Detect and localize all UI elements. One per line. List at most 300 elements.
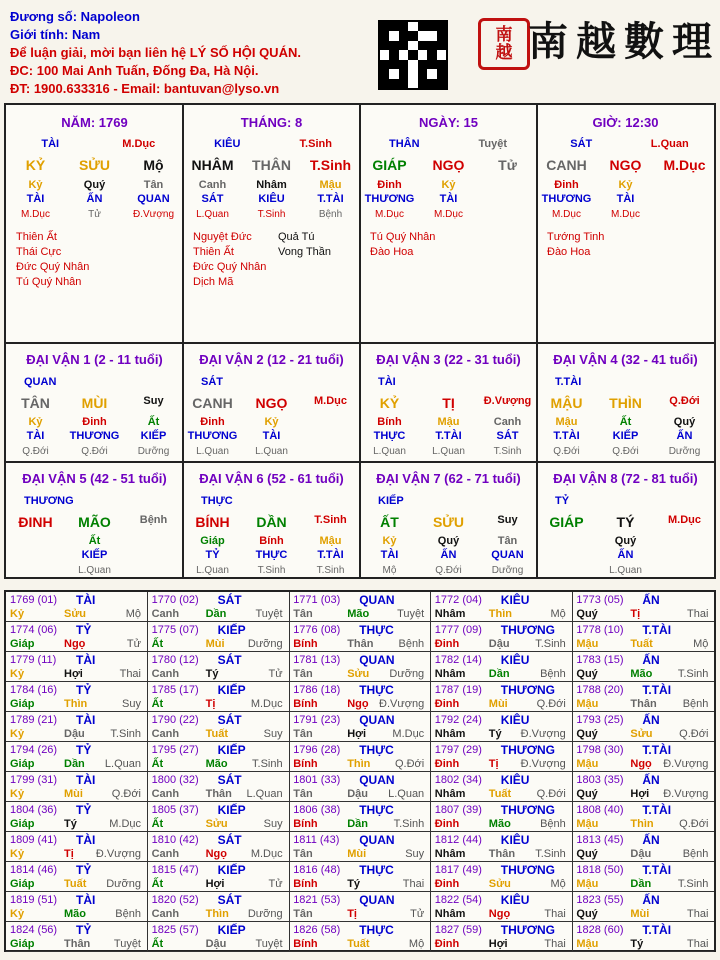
dai-van-hidden-stem: Giáp <box>200 535 225 547</box>
year-branch: Ngọ <box>630 758 652 770</box>
year-branch: Sửu <box>205 818 228 830</box>
dai-van-hidden-star: KIẾP <box>612 430 639 442</box>
year-cell <box>289 712 431 742</box>
star-item: Đào Hoa <box>547 246 591 258</box>
dai-van-hidden-star: TỶ <box>205 549 220 561</box>
pillar-hidden-star: KIÊU <box>258 193 285 205</box>
year-stem: Bính <box>293 938 318 950</box>
year-branch: Tị <box>205 698 216 710</box>
year-branch: Hợi <box>630 788 650 800</box>
year-cell <box>6 772 148 802</box>
dai-van-title: ĐẠI VẬN 6 (52 - 61 tuổi) <box>199 471 344 486</box>
year-star: TÀI <box>76 833 96 847</box>
dai-van-main: BÍNH <box>195 514 230 530</box>
year-stem: Ất <box>151 938 164 950</box>
year-label: 1786 (18) <box>293 684 341 696</box>
year-cell <box>6 622 148 652</box>
year-stem: Quý <box>576 728 598 740</box>
year-stage: Dưỡng <box>389 668 425 680</box>
year-stage: Suy <box>263 818 283 830</box>
year-stem: Đinh <box>434 698 460 710</box>
year-stem: Mậu <box>576 758 599 770</box>
year-branch: Dần <box>347 818 368 830</box>
year-stem: Quý <box>576 668 598 680</box>
dai-van-main: SỬU <box>432 514 465 530</box>
dai-van-stage <box>655 565 714 576</box>
year-stage: Mộ <box>125 608 141 620</box>
dai-van-cell <box>6 463 183 579</box>
year-star: TỶ <box>76 863 92 877</box>
year-stage: Dưỡng <box>247 638 283 650</box>
year-star: T.TÀI <box>642 803 672 817</box>
star-item: Tú Quý Nhân <box>370 231 436 243</box>
pillar-top-star: Tuyệt <box>478 138 508 150</box>
dai-van-main: MÃO <box>78 514 111 530</box>
year-branch: Mão <box>64 908 86 920</box>
dai-van-hidden-star: SÁT <box>496 430 519 442</box>
year-branch: Thân <box>64 938 91 950</box>
year-label: 1789 (21) <box>10 714 58 726</box>
pillar-hidden-stem: Nhâm <box>256 179 287 191</box>
year-label: 1808 (40) <box>576 804 624 816</box>
dai-van-stage: L.Quan <box>196 565 229 576</box>
year-label: 1801 (33) <box>293 774 341 786</box>
dai-van-stage: Q.Đới <box>553 446 580 457</box>
dai-van-hidden-stem: Ất <box>619 416 632 428</box>
year-label: 1798 (30) <box>576 744 624 756</box>
dai-van-stage: T.Sinh <box>257 565 286 576</box>
pillar-hidden-star: QUAN <box>137 193 170 205</box>
year-star: T.TÀI <box>642 683 672 697</box>
year-stem: Nhâm <box>434 788 466 800</box>
star-item: Thái Cực <box>16 246 62 258</box>
year-stem: Bính <box>293 758 318 770</box>
year-stem: Bính <box>293 698 318 710</box>
year-stage: Thai <box>686 908 709 920</box>
year-cell <box>572 742 714 772</box>
year-cell <box>148 592 290 622</box>
year-label: 1772 (04) <box>434 594 482 606</box>
year-branch: Sửu <box>64 608 87 620</box>
year-cell <box>6 802 148 832</box>
dai-van-main: ẤT <box>380 514 399 530</box>
year-branch: Thìn <box>488 608 513 620</box>
pillar-hidden-star: SÁT <box>201 193 224 205</box>
dai-van-hidden-stem: Kỷ <box>28 416 43 428</box>
star-item: Tướng Tinh <box>547 231 605 243</box>
pillar-hidden-stage: Tử <box>88 209 101 220</box>
year-label: 1806 (38) <box>293 804 341 816</box>
year-label: 1799 (31) <box>10 774 58 786</box>
year-label: 1800 (32) <box>151 774 199 786</box>
year-label: 1821 (53) <box>293 894 341 906</box>
year-label: 1816 (48) <box>293 864 341 876</box>
dai-van-main: TỊ <box>442 395 455 411</box>
year-stem: Tân <box>293 728 313 740</box>
year-stem: Quý <box>576 608 598 620</box>
dai-van-main: MÙI <box>81 395 108 411</box>
year-cell <box>431 892 573 922</box>
year-cell <box>6 652 148 682</box>
pillar-title: NĂM: 1769 <box>61 115 128 130</box>
year-label: 1818 (50) <box>576 864 624 876</box>
year-stem: Nhâm <box>434 848 466 860</box>
year-stem: Nhâm <box>434 668 466 680</box>
chart-pillars <box>4 103 716 579</box>
name-label: Đương số: <box>10 9 78 24</box>
year-label: 1827 (59) <box>434 924 482 936</box>
star-item: Thiên Ất <box>193 246 234 258</box>
year-branch: Dần <box>630 878 652 890</box>
dai-van-hidden-star: T.TÀI <box>317 549 344 561</box>
year-branch: Tuất <box>630 638 653 650</box>
dai-van-cell <box>6 344 183 461</box>
star-item: Vong Thần <box>278 246 332 258</box>
year-stage: Bệnh <box>540 818 566 830</box>
year-branch: Dần <box>205 608 227 620</box>
year-stem: Đinh <box>434 938 460 950</box>
year-star: T.TÀI <box>642 623 672 637</box>
dai-van-top-star: TỶ <box>555 495 570 507</box>
year-stage: M.Dục <box>392 728 425 740</box>
dai-van-hidden-star <box>301 430 360 442</box>
year-label: 1820 (52) <box>151 894 199 906</box>
star-item: Nguyệt Đức <box>193 231 252 243</box>
year-branch: Sửu <box>347 668 370 680</box>
contact-line: Để luận giải, mời bạn liên hệ LÝ SỐ HỘI QUÁN. <box>10 45 301 60</box>
year-cell <box>6 832 148 862</box>
star-item: Thiên Ất <box>16 231 57 243</box>
year-cell <box>6 742 148 772</box>
year-stem: Tân <box>293 788 313 800</box>
year-stem: Mậu <box>576 878 599 890</box>
pillar-hidden-stem <box>655 179 714 191</box>
year-label: 1795 (27) <box>151 744 199 756</box>
pillar-top-star: T.Sinh <box>299 138 332 150</box>
year-branch: Tị <box>64 848 74 860</box>
year-cell <box>6 592 148 622</box>
dai-van-top-star: THƯƠNG <box>24 495 74 507</box>
pillar-main: THÂN <box>252 157 291 173</box>
year-label: 1779 (11) <box>10 654 57 666</box>
year-cell <box>289 592 431 622</box>
year-cell <box>289 772 431 802</box>
year-branch: Dậu <box>347 788 368 800</box>
year-branch: Thìn <box>347 758 371 770</box>
year-stage: Q.Đới <box>679 728 709 740</box>
year-label: 1776 (08) <box>293 624 341 636</box>
year-star: ẤN <box>642 833 660 847</box>
year-stage: Thai <box>119 668 141 680</box>
year-label: 1788 (20) <box>576 684 624 696</box>
dai-van-hidden-stem: Quý <box>673 416 696 428</box>
pillar-hidden-star: TÀI <box>26 193 45 205</box>
year-branch: Ngọ <box>488 908 511 920</box>
year-cell <box>148 922 290 952</box>
year-stem: Giáp <box>10 758 35 770</box>
year-cell <box>431 772 573 802</box>
year-branch: Tị <box>347 908 357 920</box>
year-label: 1811 (43) <box>293 834 340 846</box>
pillar-hidden-stem: Quý <box>83 179 106 191</box>
year-stage: Suy <box>405 848 425 860</box>
year-cell <box>572 892 714 922</box>
year-branch: Tuất <box>64 878 87 890</box>
year-cell <box>6 892 148 922</box>
dai-van-stage: Dưỡng <box>668 446 701 457</box>
year-star: TÀI <box>76 713 96 727</box>
year-cell <box>148 742 290 772</box>
year-stem: Tân <box>293 908 313 920</box>
dai-van-title: ĐẠI VẬN 3 (22 - 31 tuổi) <box>376 352 521 367</box>
dai-van-hidden-stem <box>301 416 360 428</box>
year-star: THƯƠNG <box>500 743 555 757</box>
year-star: KIÊU <box>500 773 530 787</box>
year-stage: T.Sinh <box>677 878 709 890</box>
year-stem: Mậu <box>576 698 599 710</box>
pillar-cell <box>183 105 360 342</box>
dai-van-main: THÌN <box>609 395 642 411</box>
dai-van-hidden-star: ẤN <box>440 549 457 561</box>
year-branch: Tý <box>205 668 219 680</box>
year-branch: Tuất <box>347 938 370 950</box>
dai-van-hidden-star: KIẾP <box>81 549 108 561</box>
year-branch: Mùi <box>347 848 367 860</box>
year-branch: Thìn <box>64 698 88 710</box>
year-cell <box>6 712 148 742</box>
dai-van-title: ĐẠI VẬN 8 (72 - 81 tuổi) <box>553 471 698 486</box>
year-label: 1792 (24) <box>434 714 482 726</box>
dai-van-cell <box>183 463 360 579</box>
year-branch: Ngọ <box>64 638 86 650</box>
dai-van-main: Suy <box>143 395 164 407</box>
year-stage: Bệnh <box>540 668 566 680</box>
year-branch: Thân <box>488 848 516 860</box>
phone-email-line: ĐT: 1900.633316 - Email: bantuvan@lyso.vn <box>10 81 280 96</box>
year-stage: Tử <box>410 908 425 920</box>
dai-van-stage: T.Sinh <box>493 446 522 457</box>
year-star: ẤN <box>642 653 660 667</box>
year-star: QUAN <box>359 653 395 667</box>
year-stage: Dưỡng <box>247 908 283 920</box>
year-branch: Mùi <box>488 698 508 710</box>
year-cell <box>431 802 573 832</box>
star-item: Đức Quý Nhân <box>193 261 267 273</box>
pillar-top-star: TÀI <box>41 138 60 150</box>
dai-van-hidden-stem: Mậu <box>319 535 342 547</box>
year-cell <box>6 922 148 952</box>
year-stem: Mậu <box>576 938 599 950</box>
year-stage: Đ.Vượng <box>663 788 709 800</box>
dai-van-main: M.Dục <box>314 395 347 407</box>
pillar-main: CANH <box>546 157 587 173</box>
year-stem: Giáp <box>10 638 35 650</box>
year-stem: Đinh <box>434 758 460 770</box>
year-stem: Đinh <box>434 818 460 830</box>
pillar-cell <box>6 105 183 342</box>
year-branch: Dậu <box>488 638 510 650</box>
year-star: THỰC <box>359 623 394 637</box>
pillar-top-star: THÂN <box>388 138 420 150</box>
year-stage: Thai <box>686 608 709 620</box>
pillar-stars-bad <box>278 230 331 260</box>
dai-van-hidden-stem: Kỷ <box>382 535 397 547</box>
year-star: KIÊU <box>500 653 530 667</box>
year-branch: Thìn <box>630 818 654 830</box>
year-stage: Q.Đới <box>536 788 566 800</box>
year-stem: Kỷ <box>10 908 25 920</box>
pillar-hidden-stem: Kỷ <box>28 179 43 191</box>
year-cell <box>572 802 714 832</box>
year-branch: Hợi <box>205 878 225 890</box>
year-branch: Thân <box>347 638 374 650</box>
year-stage: Bệnh <box>115 908 141 920</box>
dai-van-hidden-star: TÀI <box>380 549 399 561</box>
dai-van-hidden-star: THỰC <box>373 430 406 442</box>
pillar-hidden-stem <box>478 179 537 191</box>
year-cell <box>289 892 431 922</box>
pillar-top-star: SÁT <box>570 138 593 150</box>
pillar-hidden-stage: M.Dục <box>375 209 404 220</box>
year-star: KIÊU <box>500 593 530 607</box>
dai-van-top-star: SÁT <box>201 376 223 388</box>
year-branch: Mão <box>205 758 228 770</box>
dai-van-stage: Q.Đới <box>435 565 462 576</box>
year-cell <box>148 832 290 862</box>
year-star: T.TÀI <box>642 863 672 877</box>
dai-van-hidden-star <box>655 549 714 561</box>
logo-seal: 南 越 <box>478 18 530 70</box>
dai-van-main: MẬU <box>550 395 583 411</box>
pillar-main: NGỌ <box>432 157 465 173</box>
header <box>10 8 301 98</box>
year-stem: Canh <box>151 848 180 860</box>
star-item: Tú Quý Nhân <box>16 276 82 288</box>
year-label: 1791 (23) <box>293 714 341 726</box>
year-cell <box>431 682 573 712</box>
year-branch: Thìn <box>205 908 229 920</box>
year-stage: Suy <box>263 728 283 740</box>
year-star: TÀI <box>76 593 96 607</box>
year-label: 1807 (39) <box>434 804 482 816</box>
dai-van-stage: Q.Đới <box>612 446 639 457</box>
pillar-cell <box>360 105 537 342</box>
dai-van-hidden-star <box>124 549 183 561</box>
year-star: SÁT <box>217 713 242 727</box>
year-star: THỰC <box>359 923 394 937</box>
year-stage: T.Sinh <box>393 818 425 830</box>
dai-van-hidden-star <box>6 549 65 561</box>
year-stem: Bính <box>293 878 318 890</box>
dai-van-hidden-stem <box>537 535 596 547</box>
dai-van-title: ĐẠI VẬN 5 (42 - 51 tuổi) <box>22 471 167 486</box>
pillar-main: T.Sinh <box>309 157 352 173</box>
year-star: ẤN <box>642 773 660 787</box>
pillar-hidden-stem: Đinh <box>377 179 402 191</box>
pillar-main: KỶ <box>25 157 46 173</box>
year-label: 1775 (07) <box>151 624 199 636</box>
year-label: 1824 (56) <box>10 924 58 936</box>
dai-van-stage: L.Quan <box>609 565 642 576</box>
year-star: T.TÀI <box>642 743 672 757</box>
year-star: THƯƠNG <box>500 863 555 877</box>
year-label: 1793 (25) <box>576 714 624 726</box>
year-stem: Đinh <box>434 878 460 890</box>
year-cell <box>431 742 573 772</box>
year-cell <box>572 772 714 802</box>
dai-van-main: T.Sinh <box>314 514 347 526</box>
dai-van-stage: Mộ <box>382 565 397 576</box>
dai-van-stage <box>301 446 360 457</box>
year-branch: Tý <box>347 878 361 890</box>
year-stage: Bệnh <box>682 698 709 710</box>
year-star: TỶ <box>76 683 92 697</box>
pillar-top-star: M.Dục <box>122 138 156 150</box>
year-star: KIẾP <box>217 623 246 637</box>
year-cell <box>572 922 714 952</box>
dai-van-main: GIÁP <box>549 514 584 530</box>
year-stem: Đinh <box>434 638 460 650</box>
year-cell <box>431 832 573 862</box>
year-cell <box>572 592 714 622</box>
year-star: SÁT <box>217 593 242 607</box>
year-branch: Dậu <box>630 848 652 860</box>
year-branch: Dần <box>64 758 85 770</box>
year-stage: Thai <box>686 938 709 950</box>
year-label: 1770 (02) <box>151 594 199 606</box>
dai-van-main: DẦN <box>256 514 287 530</box>
dai-van-main: M.Dục <box>668 514 701 526</box>
dai-van-hidden-star: ẤN <box>617 549 634 561</box>
year-branch: Mùi <box>630 908 650 920</box>
dai-van-hidden-stem: Đinh <box>200 416 225 428</box>
year-star: KIÊU <box>500 893 530 907</box>
year-cell <box>148 862 290 892</box>
year-stage: Tuyệt <box>255 608 283 620</box>
pillar-main: NGỌ <box>609 157 642 173</box>
pillar-hidden-stem: Mậu <box>319 179 342 191</box>
dai-van-hidden-star <box>537 549 596 561</box>
dai-van-main: ĐINH <box>18 514 53 530</box>
year-branch: Tuất <box>488 788 512 800</box>
year-label: 1802 (34) <box>434 774 482 786</box>
gender-value: Nam <box>71 27 101 42</box>
year-label: 1819 (51) <box>10 894 58 906</box>
dai-van-main: Đ.Vượng <box>483 395 532 407</box>
year-label: 1805 (37) <box>151 804 199 816</box>
year-stem: Ất <box>151 638 164 650</box>
pillar-hidden-stage: M.Dục <box>552 209 581 220</box>
pillar-top-star: KIÊU <box>214 138 241 150</box>
pillar-main: NHÂM <box>191 157 234 173</box>
dai-van-title: ĐẠI VẬN 1 (2 - 11 tuổi) <box>26 352 163 367</box>
year-branch: Ngọ <box>347 698 369 710</box>
year-stage: T.Sinh <box>110 728 141 740</box>
year-stage: Dưỡng <box>106 878 141 890</box>
dai-van-title: ĐẠI VẬN 7 (62 - 71 tuổi) <box>376 471 521 486</box>
year-branch: Sửu <box>488 878 511 890</box>
year-stage: T.Sinh <box>535 848 566 860</box>
year-stem: Canh <box>151 728 180 740</box>
year-stem: Canh <box>151 668 180 680</box>
year-stage: Đ.Vượng <box>379 698 425 710</box>
year-stem: Quý <box>576 848 598 860</box>
year-cell <box>148 622 290 652</box>
year-label: 1784 (16) <box>10 684 58 696</box>
year-stem: Ất <box>151 698 164 710</box>
year-label: 1794 (26) <box>10 744 58 756</box>
dai-van-stage: Dưỡng <box>137 446 170 457</box>
